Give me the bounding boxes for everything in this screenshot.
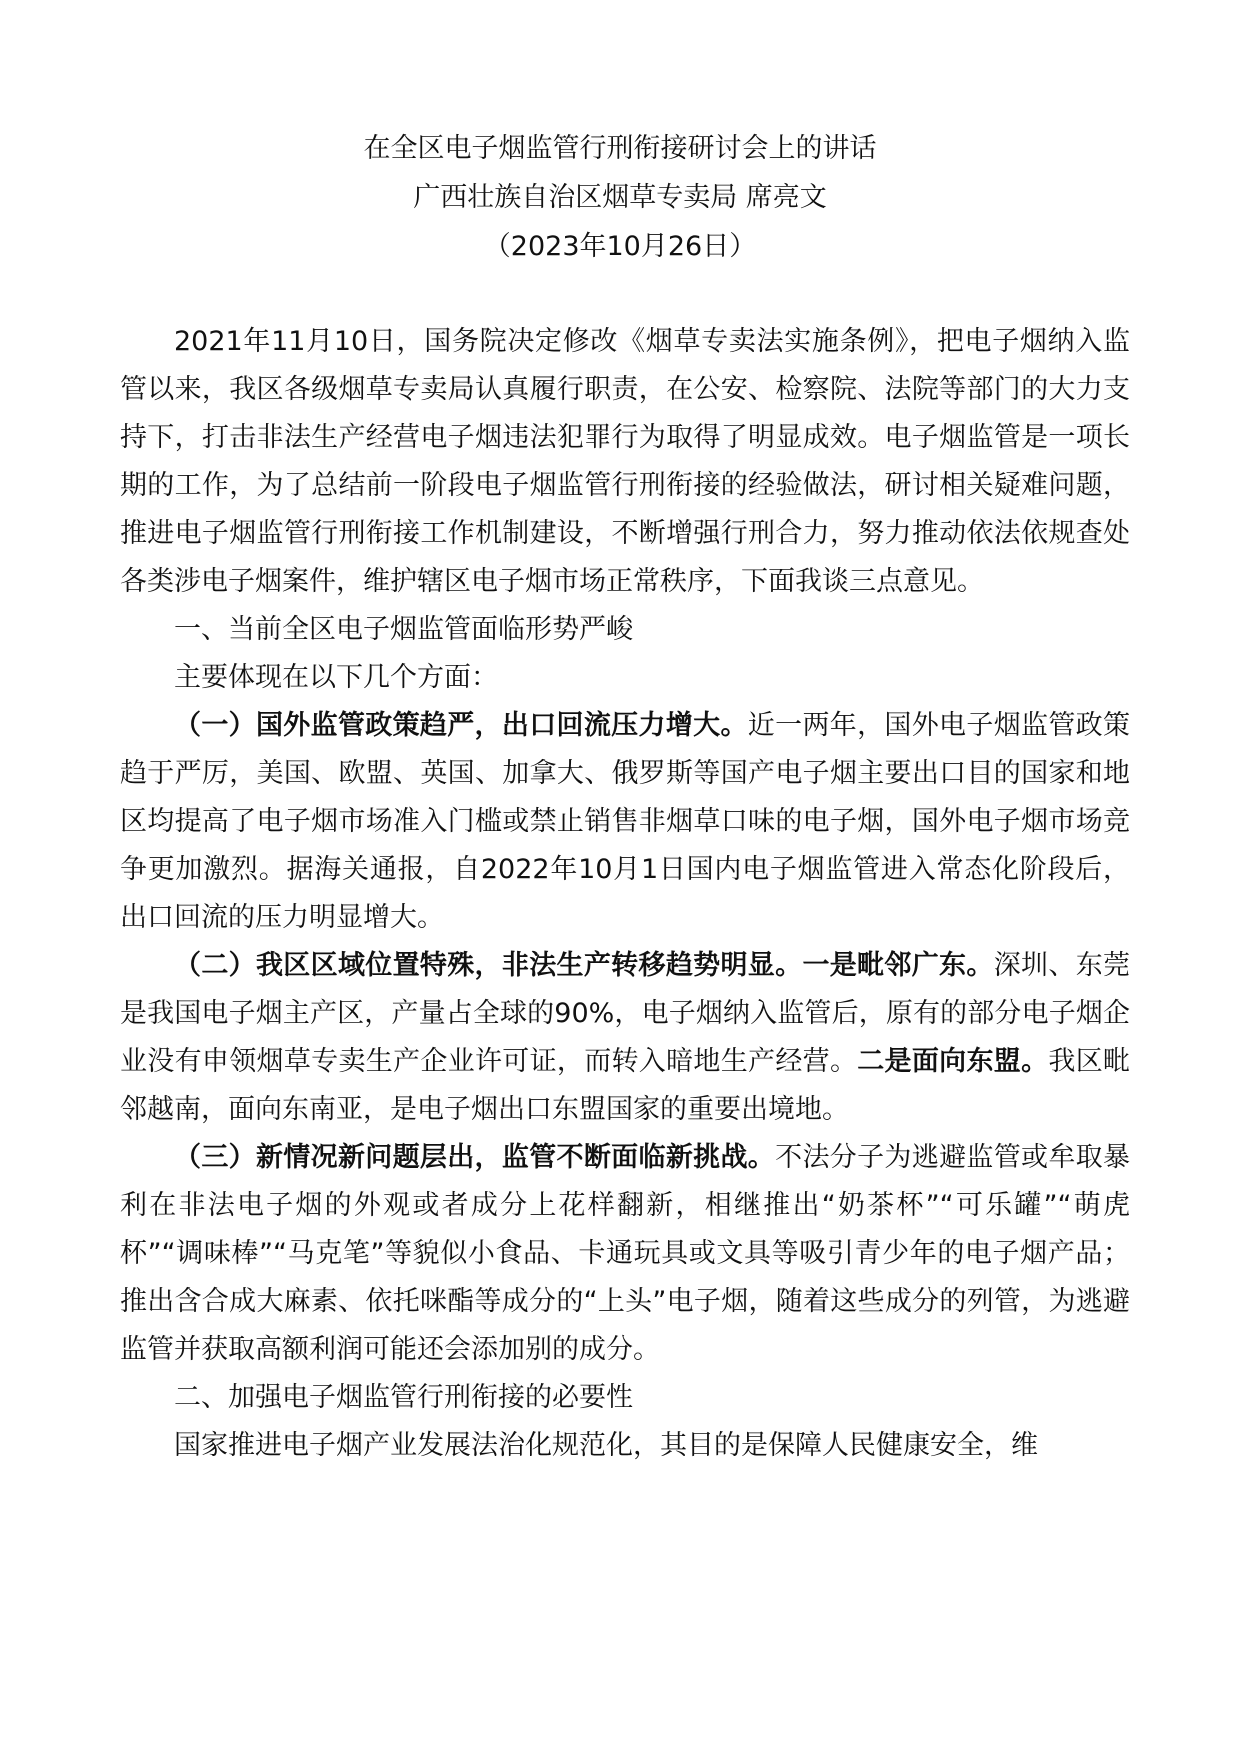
point-heading-2: （二）我区区域位置特殊，非法生产转移趋势明显。一是毗邻广东。 [174,950,994,981]
point-heading-1: （一）国外监管政策趋严，出口回流压力增大。 [174,710,748,741]
intro-paragraph: 2021年11月10日，国务院决定修改《烟草专卖法实施条例》，把电子烟纳入监管以来，我区各级烟草专卖局认真履行职责，在公安、检察院、法院等部门的大力支持下，打击非法生产经营电子烟违法犯罪行为取得了明显成效。电子烟监管是一项长期的工作，为了总结前一阶段电子烟监管行刑衔接的经验做法，研讨相关疑难问题，推进电子烟监管行刑衔接工作机制建设，不断增强行刑合力，努力推动依法依规查处各类涉电子烟案件，维护辖区电子烟市场正常秩序，下面我谈三点意见。 [120,326,1130,597]
point-subheading-2: 二是面向东盟。 [857,1046,1049,1077]
point-subtext-2: 我区毗邻越南，面向东南亚，是电子烟出口东盟国家的重要出境地。 [120,1046,1131,1125]
point-heading-3: （三）新情况新问题层出，监管不断面临新挑战。 [174,1142,776,1173]
point-paragraph-3 [120,1134,1130,1374]
document-header [0,124,1240,271]
section-intro-1: 主要体现在以下几个方面： [174,662,498,693]
section-paragraph-2: 国家推进电子烟产业发展法治化规范化，其目的是保障人民健康安全，维 [174,1430,1038,1461]
document-title: 在全区电子烟监管行刑衔接研讨会上的讲话 [363,133,877,164]
point-paragraph-1 [120,702,1130,942]
point-text-2: 深圳、东莞是我国电子烟主产区，产量占全球的90%，电子烟纳入监管后，原有的部分电子烟企业没有申领烟草专卖生产企业许可证，而转入暗地生产经营。 [120,950,1131,1077]
point-paragraph-2 [120,942,1130,1134]
section-heading-2: 二、加强电子烟监管行刑衔接的必要性 [174,1382,633,1413]
speaker-line: 广西壮族自治区烟草专卖局 席亮文 [413,182,827,213]
point-text-1: 近一两年，国外电子烟监管政策趋于严厉，美国、欧盟、英国、加拿大、俄罗斯等国产电子烟主要出口目的国家和地区均提高了电子烟市场准入门槛或禁止销售非烟草口味的电子烟，国外电子烟市场竞争更加激烈。据海关通报，自2022年10月1日国内电子烟监管进入常态化阶段后，出口回流的压力明显增大。 [120,710,1131,933]
speech-date: （2023年10月26日） [483,231,757,262]
document-body [120,318,1130,1470]
point-text-3: 不法分子为逃避监管或牟取暴利在非法电子烟的外观或者成分上花样翻新，相继推出“奶茶杯”“可乐罐”“萌虎杯”“调味棒”“马克笔”等貌似小食品、卡通玩具或文具等吸引青少年的电子烟产品；推出含合成大麻素、依托咪酯等成分的“上头”电子烟，随着这些成分的列管，为逃避监管并获取高额利润可能还会添加别的成分。 [120,1142,1131,1365]
section-heading-1: 一、当前全区电子烟监管面临形势严峻 [174,614,633,645]
